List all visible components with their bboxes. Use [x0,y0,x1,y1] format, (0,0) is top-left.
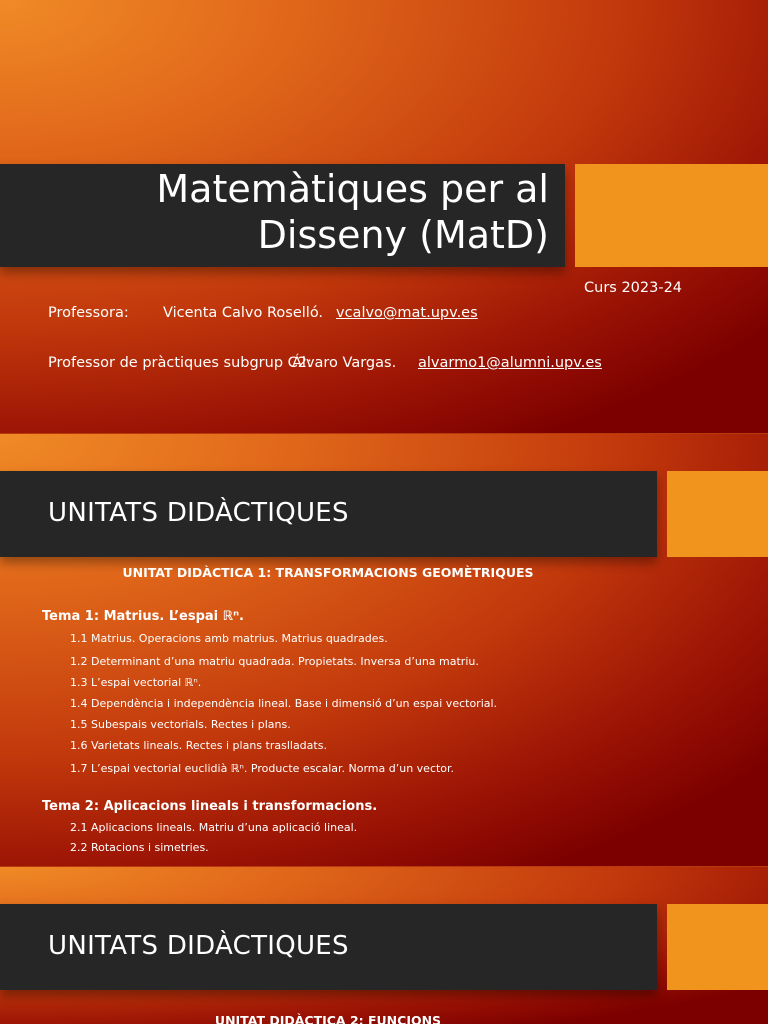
course-label: Curs 2023-24 [584,280,683,296]
accent-block [667,904,768,990]
list-item: 1.5 Subespais vectorials. Rectes i plans. [70,718,291,731]
list-item: 1.4 Dependència i independència lineal. Base i dimensió d’un espai vectorial. [70,697,498,710]
title-line-2: Disseny (MatD) [257,213,549,257]
heading-bar [0,904,657,990]
accent-block [575,164,768,267]
section-heading: UNITATS DIDÀCTIQUES [48,498,349,528]
accent-block [667,471,768,557]
list-item: 1.2 Determinant d’una matriu quadrada. Propietats. Inversa d’una matriu. [70,655,479,668]
slide-3 [0,867,768,1024]
slide-1 [0,0,768,433]
list-item: 1.3 L’espai vectorial ℝⁿ. [70,676,202,689]
professor-email-link[interactable]: vcalvo@mat.upv.es [336,305,478,321]
list-item: 2.1 Aplicacions lineals. Matriu d’una aplicació lineal. [70,821,358,834]
professor-name: Vicenta Calvo Roselló. [163,305,324,321]
unit-title: UNITAT DIDÀCTICA 1: TRANSFORMACIONS GEOMÈTRIQUES [122,565,534,580]
section-heading: UNITATS DIDÀCTIQUES [48,931,349,961]
tema-2-title: Tema 2: Aplicacions lineals i transformacions. [42,799,378,814]
list-item: 1.6 Varietats lineals. Rectes i plans traslladats. [70,739,327,752]
practicals-name: Álvaro Vargas. [292,355,397,371]
title-bar [0,164,565,267]
practicals-email-link[interactable]: alvarmo1@alumni.upv.es [418,355,602,371]
professor-label: Professora: [48,305,129,321]
list-item: 2.2 Rotacions i simetries. [70,841,209,854]
unit-title: UNITAT DIDÀCTICA 2: FUNCIONS [214,1013,442,1024]
heading-bar [0,471,657,557]
title-line-1: Matemàtiques per al [156,167,549,211]
tema-1-title: Tema 1: Matrius. L’espai ℝⁿ. [42,609,244,624]
slide-2 [0,434,768,866]
presentation-title [156,166,549,258]
practicals-label: Professor de pràctiques subgrup C2: [48,355,312,371]
list-item: 1.7 L’espai vectorial euclidià ℝⁿ. Producte escalar. Norma d’un vector. [70,762,455,775]
list-item: 1.1 Matrius. Operacions amb matrius. Matrius quadrades. [70,632,388,645]
